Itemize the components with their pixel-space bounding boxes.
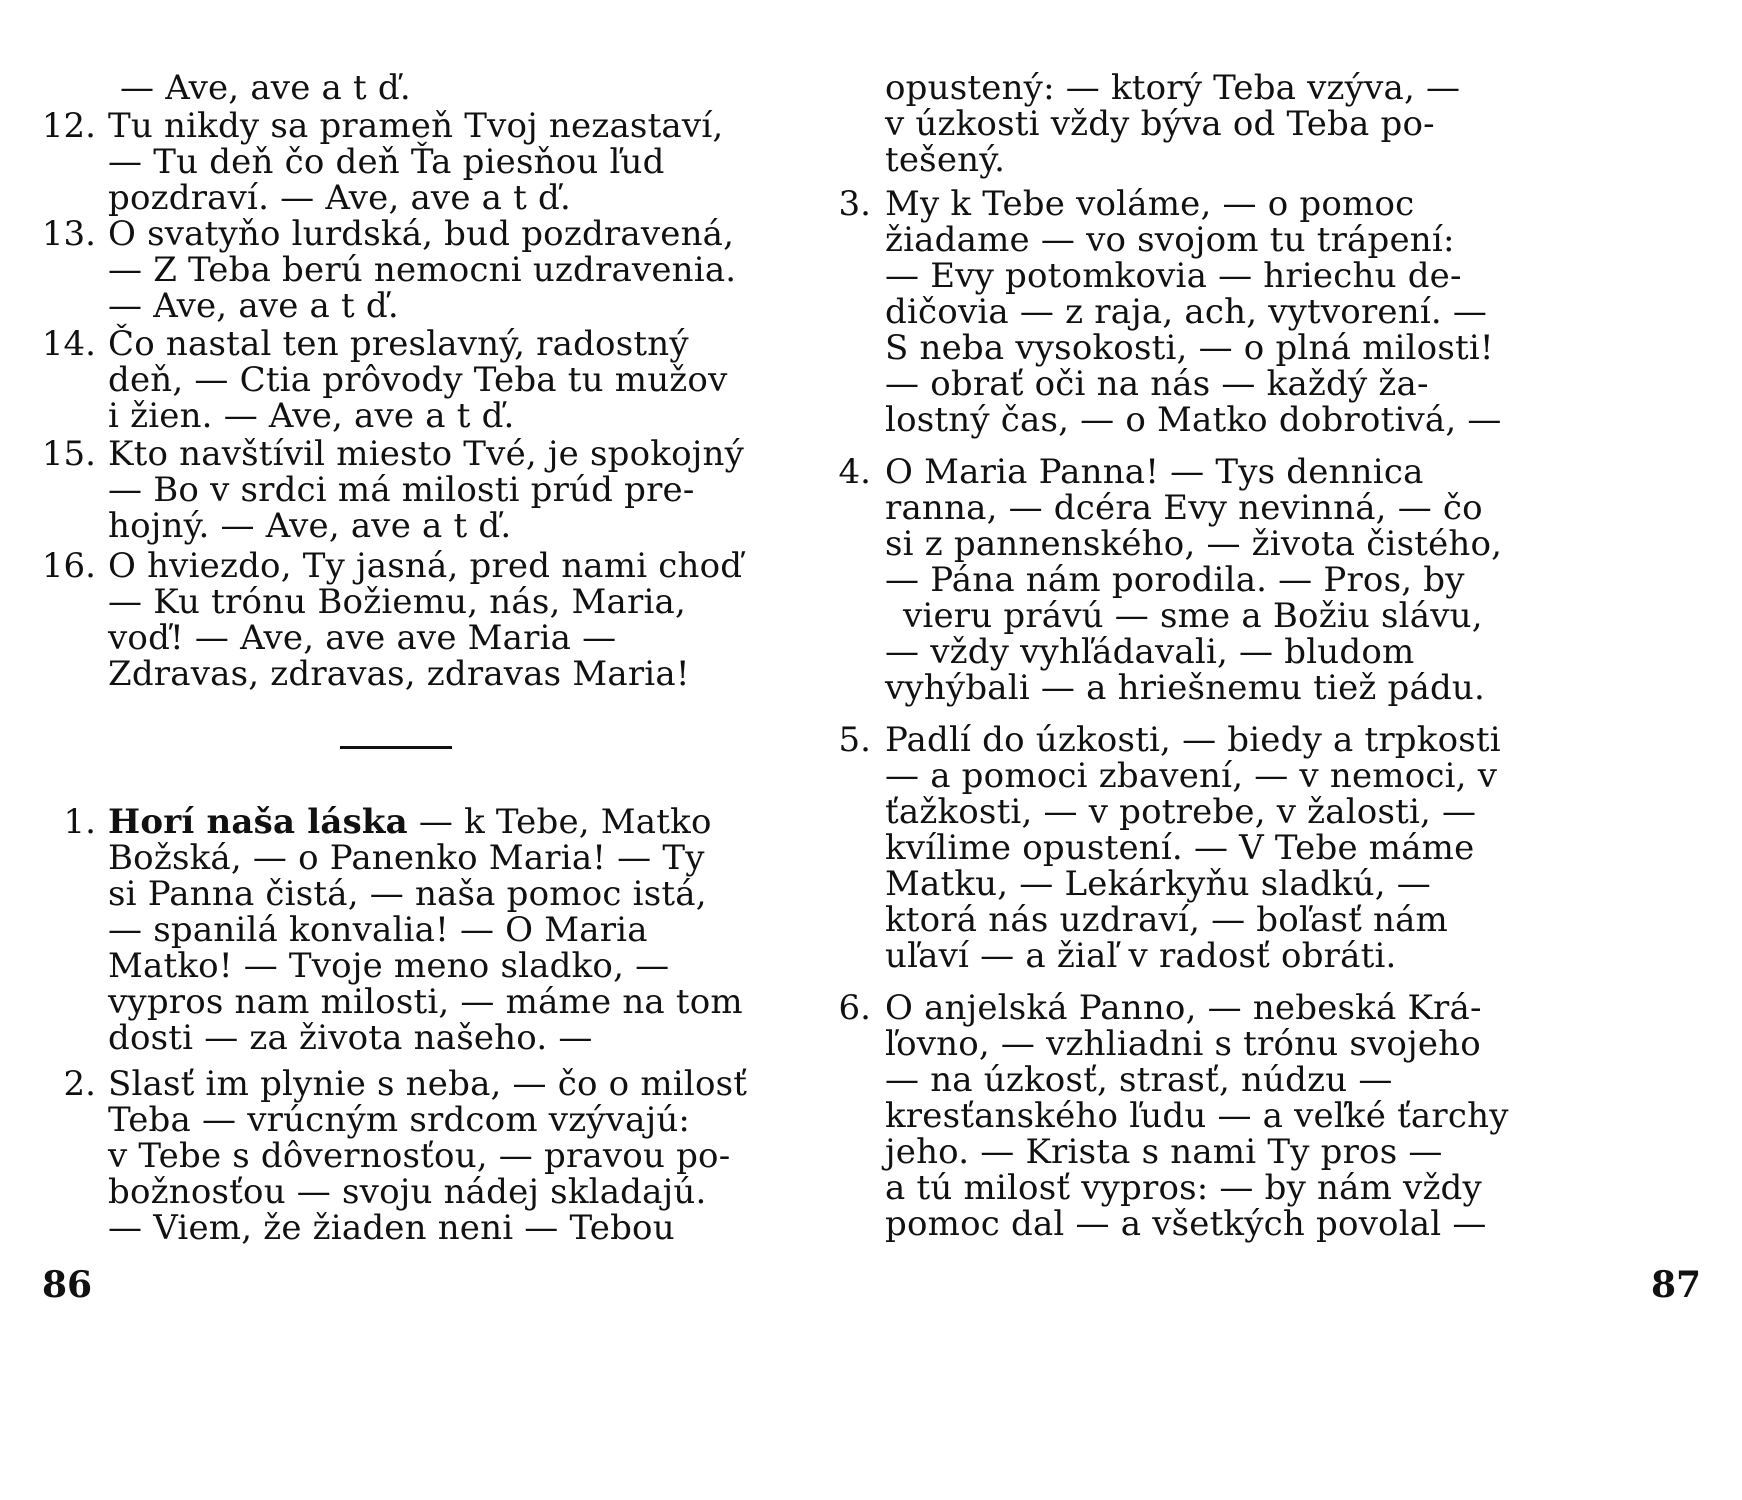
text-line: kvílime opustení. — V Tebe máme (885, 828, 1475, 868)
verse-number: 14. (41, 324, 96, 364)
verse-number: 16. (41, 546, 96, 586)
text-line: My k Tebe voláme, — o pomoc (885, 184, 1415, 224)
text-line: — Z Teba berú nemocni uzdravenia. (108, 250, 737, 290)
text-line: — Ave, ave a t ď. (108, 286, 399, 326)
text-line: hojný. — Ave, ave a t ď. (108, 506, 512, 546)
text-line: si z pannenského, — života čistého, (885, 524, 1503, 564)
verse-number: 4. (838, 452, 871, 492)
text-line: — Viem, že žiaden neni — Tebou (108, 1208, 675, 1248)
text-line: O anjelská Panno, — nebeská Krá- (885, 988, 1482, 1028)
section-divider (340, 746, 452, 749)
text-line: O Maria Panna! — Tys dennica (885, 452, 1424, 492)
text-line: — Tu deň čo deň Ťa piesňou ľud (108, 142, 665, 182)
text-line: Padlí do úzkosti, — biedy a trpkosti (885, 720, 1501, 760)
text-line: pozdraví. — Ave, ave a t ď. (108, 178, 571, 218)
text-line: lostný čas, — o Matko dobrotivá, — (885, 400, 1502, 440)
verse-number: 2. (63, 1064, 96, 1104)
text-line: Čo nastal ten preslavný, radostný (108, 324, 689, 364)
text-line: pomoc dal — a všetkých povolal — (885, 1204, 1487, 1244)
verse-number: 13. (41, 214, 96, 254)
text-line: — spanilá konvalia! — O Maria (108, 910, 648, 950)
text-line: S neba vysokosti, — o plná milosti! (885, 328, 1494, 368)
text-line: ťažkosti, — v potrebe, v žalosti, — (885, 792, 1477, 832)
page-number: 87 (1651, 1264, 1702, 1306)
text-line: dičovia — z raja, ach, vytvorení. — (885, 292, 1488, 332)
right-page (838, 0, 1742, 1500)
text-line: O hviezdo, Ty jasná, pred nami choď (108, 546, 743, 586)
text-line: Matko! — Tvoje meno sladko, — (108, 946, 670, 986)
text-line: dosti — za života našeho. — (108, 1018, 593, 1058)
verse-number: 6. (838, 988, 871, 1028)
verse-number: 5. (838, 720, 871, 760)
text-line: — a pomoci zbavení, — v nemoci, v (885, 756, 1498, 796)
text-line: Zdravas, zdravas, zdravas Maria! (108, 654, 690, 694)
text-line: — Ave, ave a t ď. (120, 68, 411, 108)
text-line: Matku, — Lekárkyňu sladkú, — (885, 864, 1431, 904)
text-line: Kto navštívil miesto Tvé, je spokojný (108, 434, 744, 474)
text-line: Božská, — o Panenko Maria! — Ty (108, 838, 705, 878)
page-number: 86 (42, 1264, 93, 1306)
text-line: v úzkosti vždy býva od Teba po- (885, 104, 1435, 144)
verse-number: 1. (63, 802, 96, 842)
text-line: — Ku trónu Božiemu, nás, Maria, (108, 582, 686, 622)
text-line: deň, — Ctia prôvody Teba tu mužov (108, 360, 728, 400)
song-incipit: Horí naša láska (108, 802, 408, 842)
text-line (108, 802, 712, 842)
text-line: Slasť im plynie s neba, — čo o milosť (108, 1064, 748, 1104)
text-line: božnosťou — svoju nádej skladajú. (108, 1172, 707, 1212)
text-line: tešený. (885, 140, 1006, 180)
text-line: — Bo v srdci má milosti prúd pre- (108, 470, 695, 510)
text-line: vypros nam milosti, — máme na tom (108, 982, 743, 1022)
text-line: — Pána nám porodila. — Pros, by (885, 560, 1465, 600)
text-line: — na úzkosť, strasť, núdzu — (885, 1060, 1393, 1100)
text-line: žiadame — vo svojom tu trápení: (885, 220, 1455, 260)
text-line: vyhýbali — a hriešnemu tiež pádu. (885, 668, 1486, 708)
text-line: a tú milosť vypros: — by nám vždy (885, 1168, 1482, 1208)
text-line: Teba — vrúcným srdcom vzývajú: (108, 1100, 691, 1140)
text-span: — k Tebe, Matko (407, 802, 712, 842)
text-line: O svatyňo lurdská, bud pozdravená, (108, 214, 735, 254)
verse-number: 12. (41, 106, 96, 146)
text-line: vieru právú — sme a Božiu slávu, (903, 596, 1483, 636)
text-line: — vždy vyhľádavali, — bludom (885, 632, 1415, 672)
text-line: — Evy potomkovia — hriechu de- (885, 256, 1462, 296)
text-line: ľovno, — vzhliadni s trónu svojeho (885, 1024, 1481, 1064)
text-line: jeho. — Krista s nami Ty pros — (885, 1132, 1443, 1172)
text-line: voď! — Ave, ave ave Maria — (108, 618, 617, 658)
text-line: v Tebe s dôvernosťou, — pravou po- (108, 1136, 731, 1176)
text-line: — obrať oči na nás — každý ža- (885, 364, 1429, 404)
text-line: kresťanského ľudu — a veľké ťarchy (885, 1096, 1509, 1136)
text-line: ktorá nás uzdraví, — boľasť nám (885, 900, 1448, 940)
text-line: opustený: — ktorý Teba vzýva, — (885, 68, 1461, 108)
text-line: i žien. — Ave, ave a t ď. (108, 396, 515, 436)
text-line: uľaví — a žiaľ v radosť obráti. (885, 936, 1397, 976)
verse-number: 15. (41, 434, 96, 474)
text-line: Tu nikdy sa prameň Tvoj nezastaví, (108, 106, 724, 146)
text-line: si Panna čistá, — naša pomoc istá, (108, 874, 707, 914)
verse-number: 3. (838, 184, 871, 224)
text-line: ranna, — dcéra Evy nevinná, — čo (885, 488, 1483, 528)
